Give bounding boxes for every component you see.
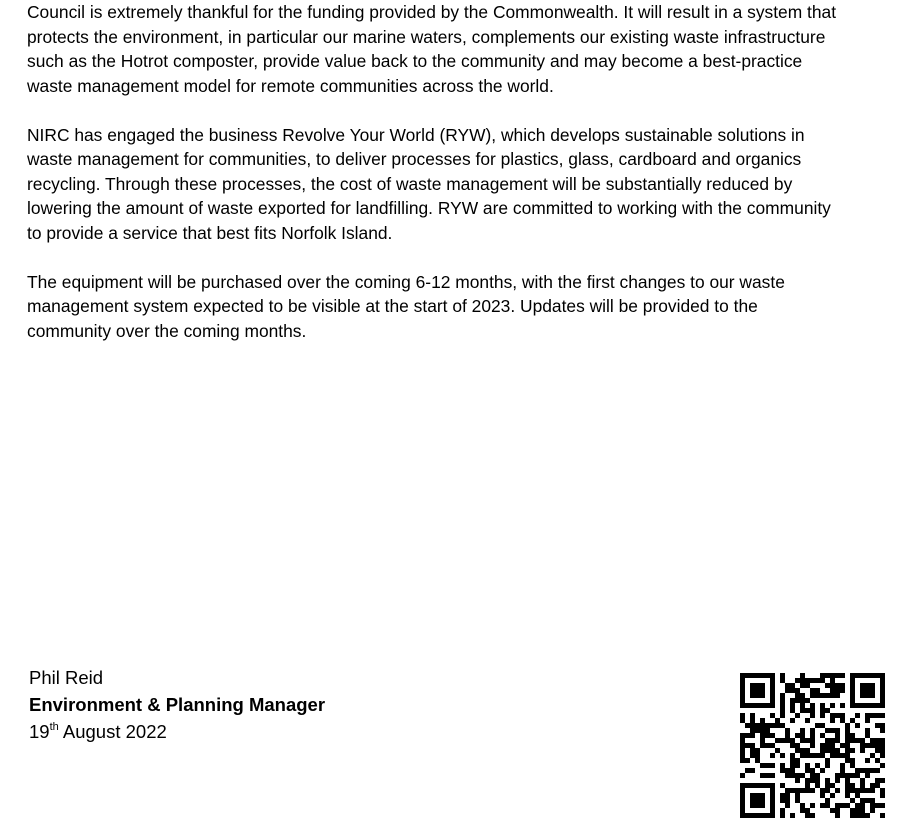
paragraph-funding: Council is extremely thankful for the funding provided by the Commonwealth. It will result in a system that protects the environment, in particular our marine waters, complements our existing waste infrastructure such as the Hotrot composter, provide value back to the community and may become a best-practice waste management model for remote communities across the world.	[27, 2, 837, 96]
letter-date	[29, 718, 325, 745]
qr-code-icon[interactable]	[740, 673, 885, 818]
paragraph-timeline: The equipment will be purchased over the coming 6-12 months, with the first changes to our waste management system expected to be visible at the start of 2023. Updates will be provided to the community over the coming months.	[27, 271, 785, 341]
signature-block	[29, 664, 325, 745]
date-month-year: August 2022	[58, 721, 167, 742]
date-day: 19	[29, 721, 50, 742]
paragraph-ryw: NIRC has engaged the business Revolve Your World (RYW), which develops sustainable solutions in waste management for communities, to deliver processes for plastics, glass, cardboard and organics recycling. Through these processes, the cost of waste management will be substantially reduced by lowering the amount of waste exported for landfilling. RYW are committed to working with the community to provide a service that best fits Norfolk Island.	[27, 124, 831, 243]
signatory-title: Environment & Planning Manager	[29, 694, 326, 715]
letter-body	[27, 0, 842, 368]
signatory-name: Phil Reid	[29, 667, 104, 688]
date-suffix: th	[49, 720, 59, 733]
